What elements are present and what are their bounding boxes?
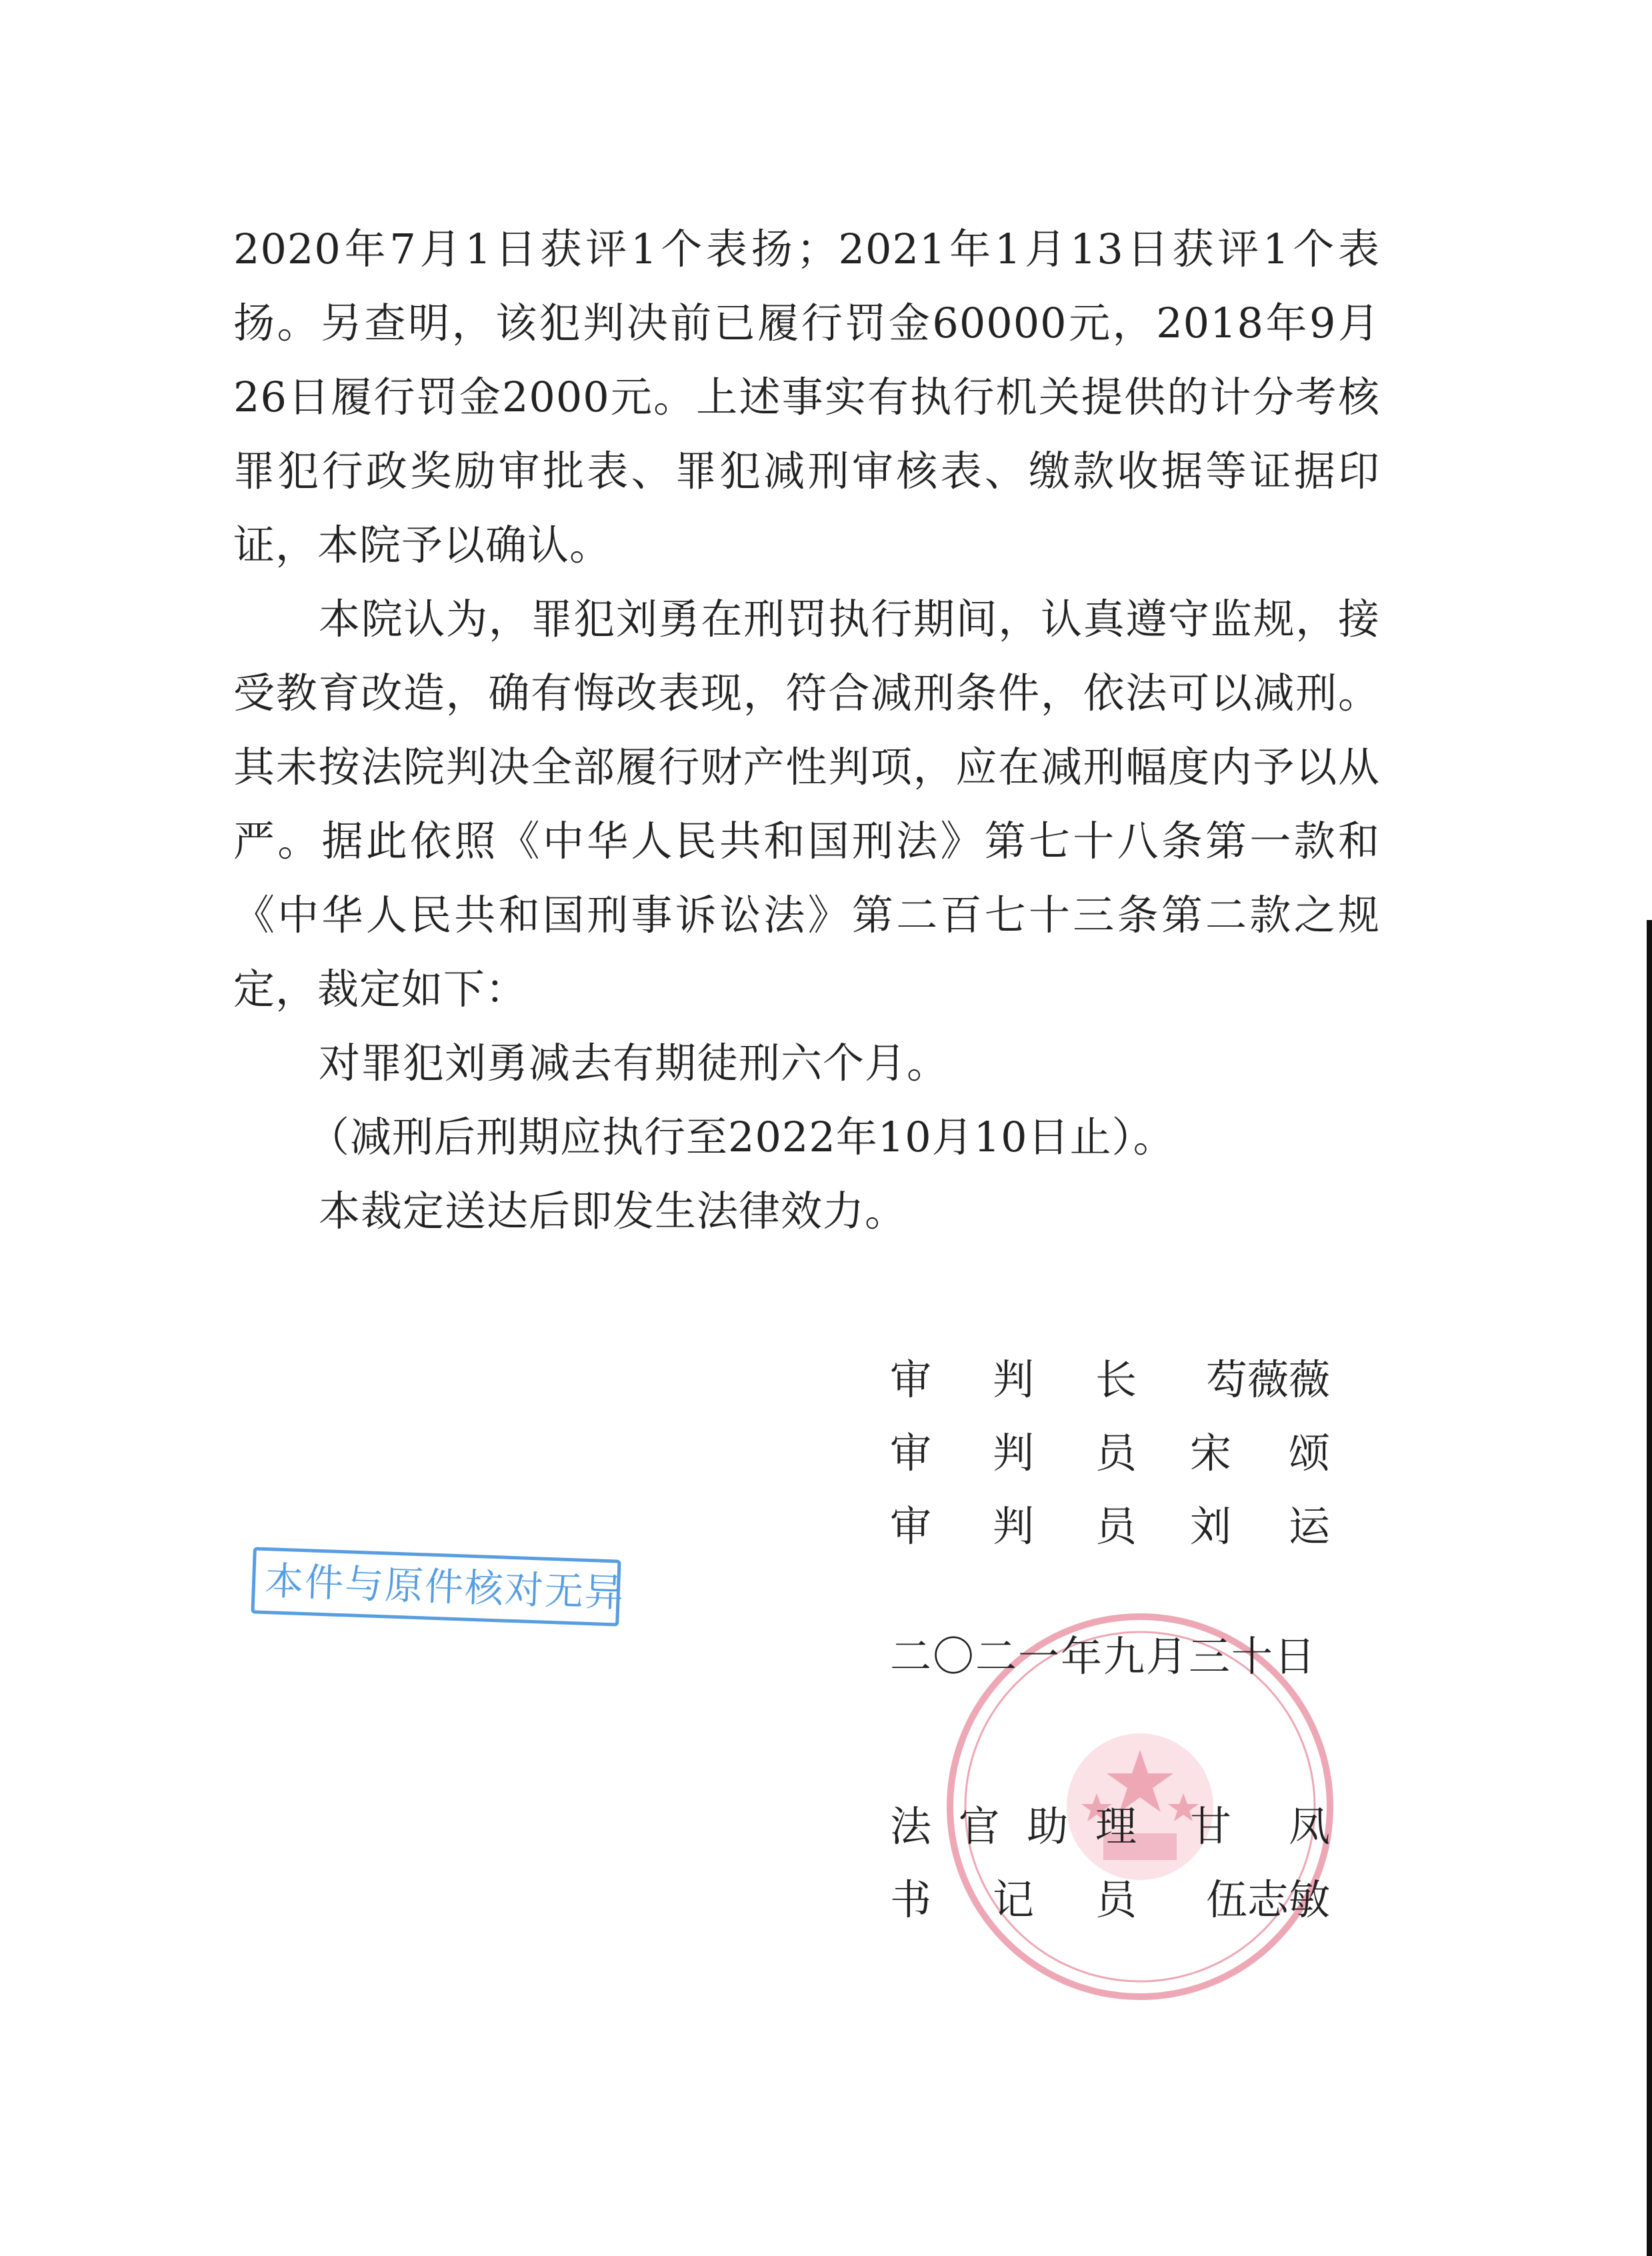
clerk-title: 书 记 员 bbox=[890, 1875, 1137, 1924]
ruling-date: 二〇二一年九月三十日 bbox=[890, 1632, 1317, 1681]
paragraph-facts: 2020年7月1日获评1个表扬；2021年1月13日获评1个表扬。另查明，该犯判决前已履行罚金60000元，2018年9月26日履行罚金2000元。上述事实有执行机关提供的计分考核罪犯行政奖励审批表、罪犯减刑审核表、缴款收据等证据印证，本院予以确认。 bbox=[233, 225, 1380, 569]
signature-judge-2 bbox=[890, 1500, 1330, 1553]
paragraph-court-opinion: 本院认为，罪犯刘勇在刑罚执行期间，认真遵守监规，接受教育改造，确有悔改表现，符合减刑条件，依法可以减刑。其未按法院判决全部履行财产性判项，应在减刑幅度内予以从严。据此依照《中华人民共和国刑法》第七十八条第一款和《中华人民共和国刑事诉讼法》第二百七十三条第二款之规定，裁定如下： bbox=[233, 595, 1380, 1013]
signature-presiding-judge bbox=[890, 1353, 1330, 1407]
judge-2-title: 审 判 员 bbox=[890, 1502, 1137, 1551]
scan-edge-shadow bbox=[1647, 920, 1652, 2256]
paragraph-ruling: 对罪犯刘勇减去有期徒刑六个月。 bbox=[319, 1039, 949, 1087]
copy-verified-stamp: 本件与原件核对无异 bbox=[251, 1547, 621, 1626]
paragraph-new-term: （减刑后刑期应执行至2022年10月10日止）。 bbox=[308, 1113, 1175, 1161]
paragraph-effect: 本裁定送达后即发生法律效力。 bbox=[319, 1187, 907, 1235]
presiding-judge-title: 审 判 长 bbox=[890, 1355, 1137, 1404]
judge-2-name: 刘 运 bbox=[1190, 1502, 1330, 1551]
judge-1-name: 宋 颂 bbox=[1190, 1429, 1330, 1477]
ruling-body bbox=[233, 212, 1380, 1248]
clerk-name: 伍志敏 bbox=[1205, 1875, 1330, 1924]
signature-clerk bbox=[890, 1873, 1330, 1927]
judge-1-title: 审 判 员 bbox=[890, 1429, 1137, 1477]
signature-assistant bbox=[890, 1800, 1330, 1853]
assistant-title: 法 官 助 理 bbox=[890, 1802, 1137, 1851]
assistant-name: 甘 凤 bbox=[1190, 1802, 1330, 1851]
presiding-judge-name: 芶薇薇 bbox=[1205, 1355, 1330, 1404]
signature-judge-1 bbox=[890, 1427, 1330, 1480]
